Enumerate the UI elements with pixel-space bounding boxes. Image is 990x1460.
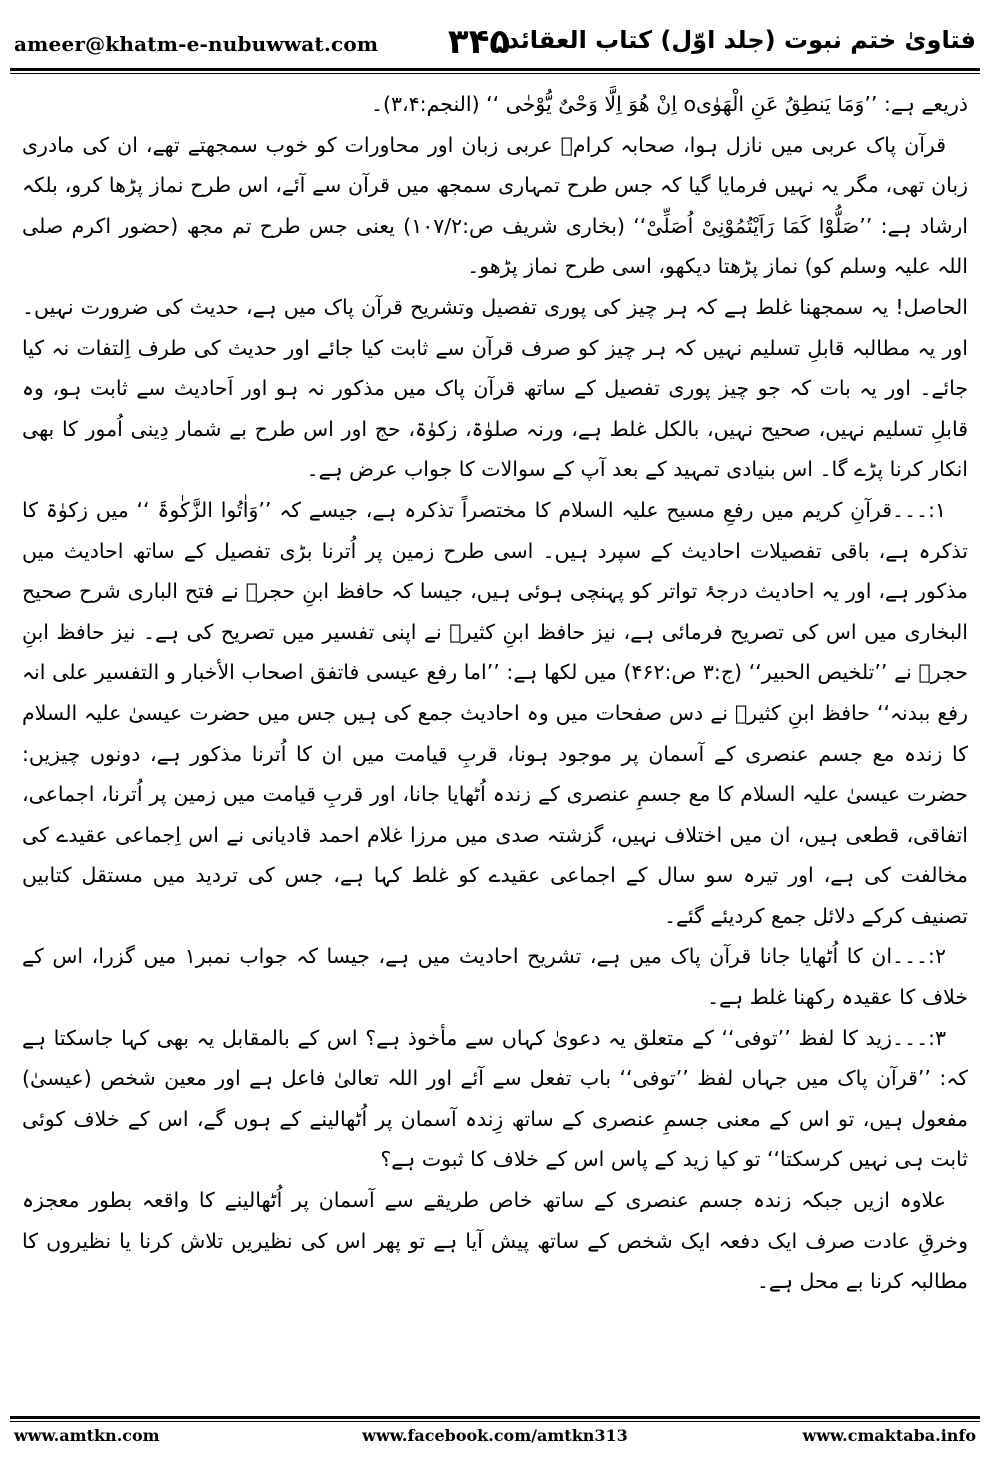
paragraph: ذریعے ہے: ’’وَمَا یَنطِقُ عَنِ الْھَوٰیo اِنْ ھُوَ اِلَّا وَحْیٌ یُّوْحٰی ‘‘ (النجم:۳،۴)۔ — [371, 92, 968, 116]
header-rule-thick — [10, 68, 980, 71]
paragraph: قرآن پاک عربی میں نازل ہوا، صحابہ کرامؓ عربی زبان اور محاورات کو خوب سمجھتے تھے، ان کی مادری زبان تھی، مگر یہ نہیں فرمایا گیا کہ جس طرح تمہاری سمجھ میں قرآن سے آئے، اس طرح نماز پڑھا کرو، بلکہ ارشاد ہے: ’’صَلُّوْا کَمَا رَاَیْتُمُوْنِیْ اُصَلِّیْ‘‘ (بخاری شریف ص:۱۰۷/۲) یعنی جس طرح تم مجھ (حضور اکرم صلی اللہ علیہ وسلم کو) نماز پڑھتا دیکھو، اسی طرح نماز پڑھو۔ — [22, 132, 969, 279]
header-email[interactable]: ameer@khatm-e-nubuwwat.com — [14, 32, 379, 56]
footer-rule-thin — [10, 1421, 980, 1422]
header-rule-thin — [10, 73, 980, 74]
paragraph: ۳:۔۔۔زید کا لفظ ’’توفی‘‘ کے متعلق یہ دعویٰ کہاں سے مأخوذ ہے؟ اس کے بالمقابل یہ بھی کہا جاسکتا ہے کہ: ’’قرآن پاک میں جہاں لفظ ’’توفی‘‘ باب تفعل سے آئے اور اللہ تعالیٰ فاعل ہے اور معین شخص (عیسیٰ) مفعول ہیں، تو اس کے معنی جسمِ عنصری کے ساتھ زِندہ آسمان پر اُٹھالینے کے ہوں گے، اس کے خلاف کوئی ثابت ہی نہیں کرسکتا‘‘ تو کیا زید کے پاس اس کے خلاف کا ثبوت ہے؟ — [22, 1025, 968, 1172]
paragraph: ۲:۔۔۔ان کا اُٹھایا جانا قرآن پاک میں ہے، تشریح احادیث میں ہے، جیسا کہ جواب نمبر۱ میں گزرا، اس کے خلاف کا عقیدہ رکھنا غلط ہے۔ — [22, 944, 968, 1010]
footer-link-facebook[interactable]: www.facebook.com/amtkn313 — [362, 1426, 628, 1445]
page-footer — [14, 1426, 976, 1452]
book-title: فتاویٰ ختم نبوت (جلد اوّل) کتاب العقائد — [506, 26, 976, 54]
footer-link-amtkn[interactable]: www.amtkn.com — [14, 1426, 160, 1445]
footer-link-cmaktaba[interactable]: www.cmaktaba.info — [802, 1426, 976, 1445]
page-header — [14, 22, 976, 66]
paragraph: ۱:۔۔۔قرآنِ کریم میں رفعِ مسیح علیہ السلام کا مختصراً تذکرہ ہے، جیسے کہ ’’وَاٰتُوا الزَّکٰوۃَ ‘‘ میں زکوٰۃ کا تذکرہ ہے، باقی تفصیلات احادیث کے سپرد ہیں۔ اسی طرح زمین پر اُترنا بڑی تفصیل کے ساتھ احادیث میں مذکور ہے، اور یہ احادیث درجۂ تواتر کو پہنچی ہوئی ہیں، جیسا کہ حافظ ابنِ حجرؒ نے فتح الباری شرح صحیح البخاری میں اس کی تصریح فرمائی ہے، نیز حافظ ابنِ کثیرؒ نے اپنی تفسیر میں تصریح کی ہے۔ نیز حافظ ابنِ حجرؒ نے ’’تلخیص الحبیر‘‘ (ج:۳ ص:۴۶۲) میں لکھا ہے: ’’اما رفع عیسی فاتفق اصحاب الأخبار و التفسیر علی انہ رفع ببدنہ‘‘ حافظ ابنِ کثیرؒ نے دس صفحات میں وہ احادیث جمع کی ہیں جس میں حضرت عیسیٰ علیہ السلام کا زندہ مع جسم عنصری کے آسمان پر موجود ہونا، قربِ قیامت میں ان کا اُترنا مذکور ہے، دونوں چیزیں: حضرت عیسیٰ علیہ السلام کا مع جسمِ عنصری کے زندہ اُٹھایا جانا، اور قربِ قیامت میں زمین پر اُترنا، اجماعی، اتفاقی، قطعی ہیں، ان میں اختلاف نہیں، گزشتہ صدی میں مرزا غلام احمد قادیانی نے اس اِجماعی عقیدے کی مخالفت کی ہے، اور تیرہ سو سال کے اجماعی عقیدے کو غلط کہا ہے، جس کی تردید میں مستقل کتابیں تصنیف کرکے دلائل جمع کردیئے گئے۔ — [22, 497, 969, 928]
body-text — [22, 84, 968, 1394]
footer-rule-thick — [10, 1416, 980, 1419]
paragraph: علاوہ ازیں جبکہ زندہ جسم عنصری کے ساتھ خاص طریقے سے آسمان پر اُٹھالینے کا واقعہ بطور معجزہ وخرقِ عادت صرف ایک دفعہ ایک شخص کے ساتھ پیش آیا ہے تو پھر اس کی نظیریں تلاش کرنا یا نظیروں کا مطالبہ کرنا بے محل ہے۔ — [22, 1188, 968, 1294]
paragraph: الحاصل! یہ سمجھنا غلط ہے کہ ہر چیز کی پوری تفصیل وتشریح قرآن پاک میں ہے، حدیث کی ضرورت نہیں۔ اور یہ مطالبہ قابلِ تسلیم نہیں کہ ہر چیز کو صرف قرآن سے ثابت کیا جائے اور حدیث کی طرف اِلتفات نہ کیا جائے۔ اور یہ بات کہ جو چیز پوری تفصیل کے ساتھ قرآن پاک میں مذکور نہ ہو اور اَحادیث سے ثابت ہو، وہ قابلِ تسلیم نہیں، صحیح نہیں، بالکل غلط ہے، ورنہ صلوٰۃ، زکوٰۃ، حج اور اس طرح بے شمار دِینی اُمور کا بھی انکار کرنا پڑے گا۔ اس بنیادی تمہید کے بعد آپ کے سوالات کا جواب عرض ہے۔ — [22, 294, 968, 482]
page-number: ۳۴۵ — [447, 22, 511, 62]
